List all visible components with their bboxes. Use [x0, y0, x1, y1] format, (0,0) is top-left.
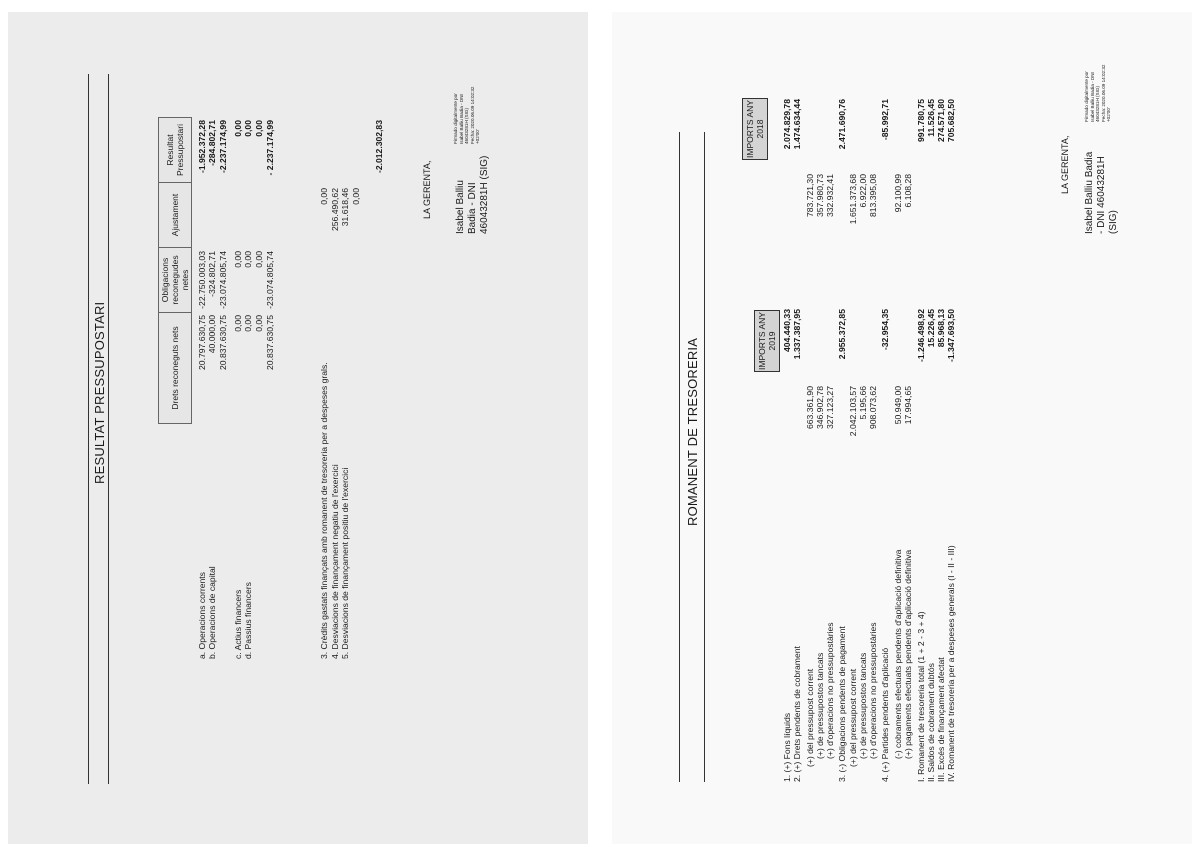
row-label: (+) de pressupostos tancats [858, 652, 868, 759]
header-imports-2018: IMPORTS ANY 2018 [742, 98, 768, 160]
adjustment-label: 5. Desviacions de finançament positiu de l'exercici [340, 467, 350, 659]
row-2019-total: 2.955.372,85 [837, 309, 847, 360]
row-2019-detail: 663.361,90 [805, 386, 815, 430]
row-label: (+) pagaments efectuats pendents d'aplicació definitiva [903, 549, 913, 759]
row-2018-detail: 1.651.373,68 [848, 174, 858, 225]
row-resultat: 0,00 [243, 120, 253, 137]
row-2018-total: 11.526,45 [926, 99, 936, 137]
row-2018-total: 705.682,50 [946, 99, 956, 143]
row-2019-detail: 327.123,27 [825, 386, 835, 430]
row-resultat: -284.802,71 [207, 120, 217, 166]
signature-role: LA GERENTA, [422, 160, 432, 219]
row-drets: 20.797.630,75 [197, 315, 207, 370]
row-label: III. Excés de finançament afectat [936, 657, 946, 782]
adjustment-value: 0,00 [319, 188, 329, 205]
row-drets: 20.837.630,75 [265, 315, 275, 370]
page-title: RESULTAT PRESSUPOSTARI [92, 301, 107, 484]
adjustment-value: 0,00 [351, 188, 361, 205]
header-drets: Drets reconeguts nets [158, 312, 192, 424]
row-2018-detail: 332.932,41 [825, 174, 835, 218]
resultat-rotated-content [8, 12, 588, 844]
row-2019-total: 15.226,45 [926, 309, 936, 348]
row-2019-detail: 50.949,00 [893, 386, 903, 425]
header-obligacions: Obligacions reconegudes netes [158, 247, 192, 313]
row-label: (-) cobraments efectuats pendents d'aplicació definitiva [893, 549, 903, 759]
row-2018-total: 2.074.829,78 [782, 99, 792, 150]
header-imports-2019: IMPORTS ANY 2019 [754, 310, 780, 372]
row-2018-total: 1.474.634,44 [792, 99, 802, 150]
row-obligacions: -324.802,71 [207, 251, 217, 297]
row-label: d. Passius financers [243, 582, 253, 659]
row-2018-total: -85.992,71 [880, 99, 890, 141]
row-2019-detail: 346.902,78 [815, 386, 825, 430]
row-label: (+) d'operacions no pressupostàries [825, 622, 835, 759]
header-resultat: Resultat Pressupostari [158, 117, 192, 183]
row-label: 4. (+) Partides pendents d'aplicació [880, 647, 890, 782]
row-resultat: 0,00 [254, 120, 264, 137]
adjustment-label: 3. Crèdits gastats finançats amb romanent de tresoreria per a despeses grals. [319, 362, 329, 659]
row-obligacions: -23.074.805,74 [218, 251, 228, 309]
title-rule-bottom [704, 132, 705, 782]
row-2019-detail: 17.994,65 [903, 386, 913, 425]
row-drets: 20.837.630,75 [218, 315, 228, 370]
romanent-rotated-content [612, 12, 1192, 844]
row-obligacions: 0,00 [243, 251, 253, 268]
signature-name: Isabel Balliu Badia - DNI 46043281H (SIG) [455, 155, 490, 234]
signature-name: Isabel Balliu Badia - DNI 46043281H (SIG) [1084, 151, 1119, 234]
row-obligacions: 0,00 [254, 251, 264, 268]
row-2018-detail: 6.108,28 [903, 174, 913, 208]
title-rule-top [679, 132, 680, 782]
row-2019-detail: 5.195,66 [858, 386, 868, 420]
signature-role: LA GERENTA, [1060, 135, 1070, 194]
row-label: (+) del pressupost corrent [848, 668, 858, 767]
row-resultat: -2.237.174,99 [218, 120, 228, 174]
digital-signature-stamp: Firmado digitalmente por Isabel Balliu Badia - DNI 46043281H (SIG) Fecha: 2020.06.09 14:02:32 +02'00' [1084, 64, 1112, 122]
row-label: a. Operacions corrents [197, 572, 207, 659]
row-2019-total: 85.968,13 [936, 309, 946, 348]
row-2018-detail: 357.980,73 [815, 174, 825, 218]
row-resultat: 0,00 [233, 120, 243, 137]
row-2019-total: 1.337.387,95 [792, 309, 802, 360]
row-drets: 0,00 [233, 315, 243, 332]
row-label: b. Operacions de capital [207, 566, 217, 659]
row-label: 2. (+) Drets pendents de cobrament [792, 646, 802, 782]
adjustment-label: 4. Desviacions de finançament negatiu de l'exercici [330, 464, 340, 659]
adjustment-value: 31.618,46 [340, 188, 350, 227]
header-ajustament: Ajustament [158, 182, 192, 248]
row-label: II. Saldos de cobrament dubtós [926, 663, 936, 782]
row-label: (+) del pressupost corrent [805, 668, 815, 767]
row-label: I. Romanent de tresoreria total (1 + 2 - 3 + 4) [916, 611, 926, 782]
row-2019-detail: 908.073,62 [868, 386, 878, 430]
row-obligacions: 0,00 [233, 251, 243, 268]
final-total: -2.012.302,83 [374, 120, 384, 174]
adjustment-value: 256.490,62 [330, 188, 340, 232]
row-2018-detail: 783.721,30 [805, 174, 815, 218]
row-2018-total: 991.780,75 [916, 99, 926, 143]
digital-signature-stamp: Firmado digitalmente por Isabel Balliu Badia - DNI 46043281H (SIG) Fecha: 2020.06.09 14:02:32 +02'00' [453, 86, 481, 144]
row-drets: 40.000,00 [207, 315, 217, 354]
row-2019-total: -1.347.693,50 [946, 309, 956, 363]
row-resultat: - 2.237.174,99 [265, 120, 275, 176]
row-label: 3. (-) Obligacions pendents de pagament [837, 626, 847, 782]
row-obligacions: -22.750.003,03 [197, 251, 207, 309]
row-2018-detail: 813.395,08 [868, 174, 878, 218]
row-label: IV. Romanent de tresoreria per a despeses generals (I - II - III) [946, 545, 956, 782]
row-label: c. Actius financers [233, 589, 243, 659]
title-rule-bottom [108, 74, 109, 784]
row-obligacions: -23.074.805,74 [265, 251, 275, 309]
row-drets: 0,00 [254, 315, 264, 332]
row-label: (+) de pressupostos tancats [815, 652, 825, 759]
page-title: ROMANENT DE TRESORERIA [685, 337, 700, 526]
row-drets: 0,00 [243, 315, 253, 332]
row-2018-detail: 6.922,00 [858, 174, 868, 208]
row-2018-total: 274.571,80 [936, 99, 946, 143]
row-2019-detail: 2.042.103,57 [848, 386, 858, 437]
row-2019-total: 404.440,33 [782, 309, 792, 353]
row-label: (+) d'operacions no pressupostàries [868, 622, 878, 759]
row-2018-total: 2.471.690,76 [837, 99, 847, 150]
row-2019-total: -32.954,35 [880, 309, 890, 351]
resultat-pressupostari-page [8, 12, 588, 844]
row-label: 1. (+) Fons líquids [782, 712, 792, 782]
row-2018-detail: 92.100,99 [893, 174, 903, 213]
row-2019-total: -1.246.498,92 [916, 309, 926, 363]
romanent-tresoreria-page [612, 12, 1192, 844]
title-rule-top [88, 74, 89, 784]
row-resultat: -1.952.372,28 [197, 120, 207, 174]
